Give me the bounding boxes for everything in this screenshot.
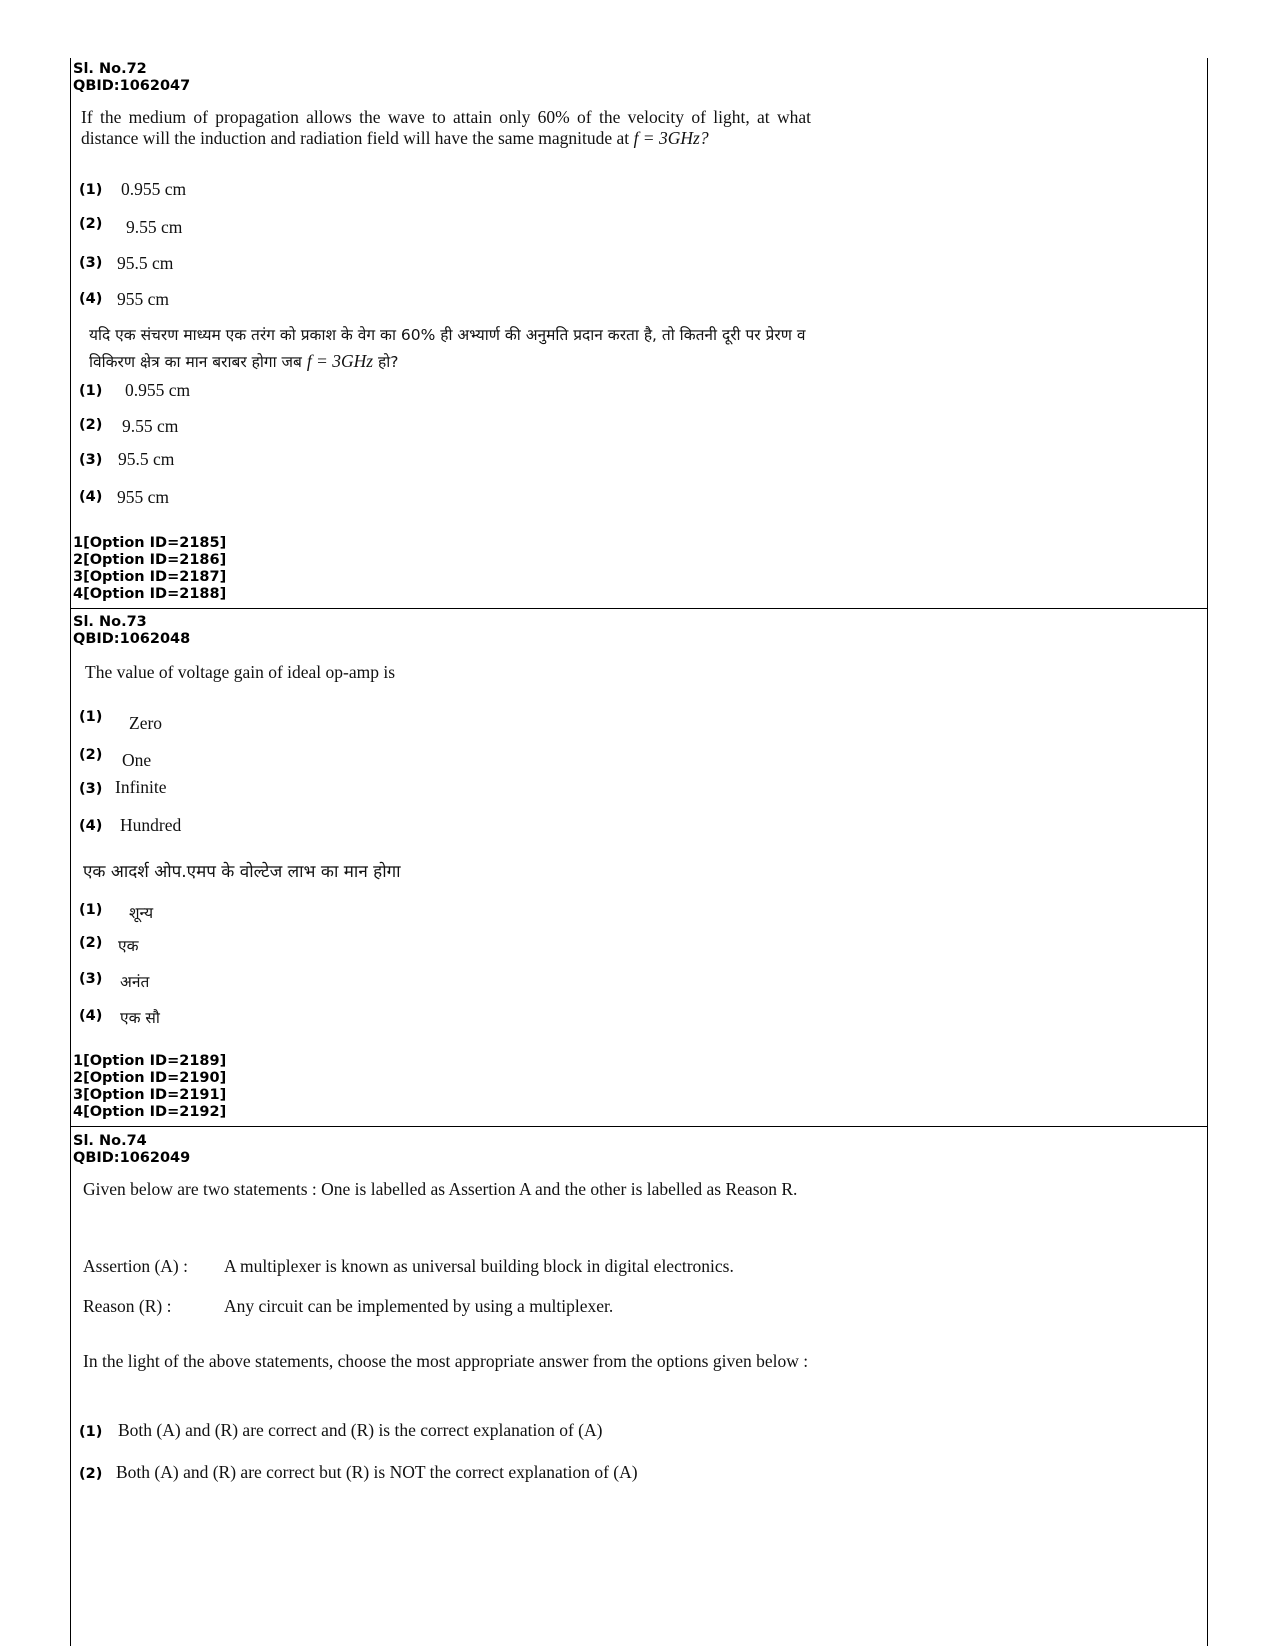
question-divider [71, 608, 1207, 609]
option-number: (4) [79, 489, 103, 505]
option-id: 1[Option ID=2185] [73, 535, 227, 551]
question-formula-hi: f = 3GHz [306, 351, 374, 371]
option-number: (2) [79, 216, 103, 232]
question-sheet [70, 58, 1208, 1646]
assertion-reason-intro: Given below are two statements : One is labelled as Assertion A and the other is labelled as Reason R. [83, 1179, 798, 1199]
option-text: 95.5 cm [117, 253, 174, 273]
option-id: 2[Option ID=2186] [73, 552, 227, 568]
option-id: 3[Option ID=2191] [73, 1087, 227, 1103]
reason-text: Any circuit can be implemented by using a multiplexer. [224, 1296, 614, 1316]
question-text-hi-body: विकिरण क्षेत्र का मान बराबर होगा जब [89, 353, 302, 371]
option-text: Hundred [120, 815, 182, 835]
option-number: (1) [79, 709, 103, 725]
option-text: अनंत [120, 973, 150, 991]
serial-number: Sl. No.74 [73, 1133, 147, 1149]
reason-label: Reason (R) : [83, 1296, 172, 1316]
option-number: (4) [79, 1008, 103, 1024]
serial-number: Sl. No.73 [73, 614, 147, 630]
option-text: 0.955 cm [125, 380, 191, 400]
option-number: (4) [79, 818, 103, 834]
option-text: Infinite [115, 777, 167, 797]
option-text: Both (A) and (R) are correct but (R) is NOT the correct explanation of (A) [116, 1462, 638, 1482]
option-number: (2) [79, 747, 103, 763]
option-text: Zero [129, 713, 163, 733]
option-number: (1) [79, 1424, 103, 1440]
option-number: (4) [79, 291, 103, 307]
option-id: 2[Option ID=2190] [73, 1070, 227, 1086]
option-id: 3[Option ID=2187] [73, 569, 227, 585]
option-text: Both (A) and (R) are correct and (R) is the correct explanation of (A) [118, 1420, 603, 1440]
option-text: एक [118, 937, 139, 955]
option-text: एक सौ [120, 1009, 160, 1027]
option-number: (1) [79, 182, 103, 198]
qbid: QBID:1062049 [73, 1150, 191, 1166]
question-divider [71, 1126, 1207, 1127]
assertion-label: Assertion (A) : [83, 1256, 188, 1276]
option-number: (2) [79, 1466, 103, 1482]
option-id: 1[Option ID=2189] [73, 1053, 227, 1069]
option-number: (3) [79, 255, 103, 271]
question-text-hi-cont [89, 348, 399, 376]
option-number: (1) [79, 383, 103, 399]
option-text: 9.55 cm [122, 416, 179, 436]
option-number: (1) [79, 902, 103, 918]
assertion-text: A multiplexer is known as universal building block in digital electronics. [224, 1256, 734, 1276]
option-number: (3) [79, 971, 103, 987]
question-text-en: The value of voltage gain of ideal op-amp is [85, 662, 396, 682]
option-text: 955 cm [117, 487, 170, 507]
question-instruction: In the light of the above statements, choose the most appropriate answer from the options given below : [83, 1351, 809, 1371]
serial-number: Sl. No.72 [73, 61, 147, 77]
option-number: (2) [79, 417, 103, 433]
question-text-hi: यदि एक संचरण माध्यम एक तरंग को प्रकाश के वेग का 60% ही अभ्यार्ण की अनुमति प्रदान करता है, तो कितनी दूरी पर प्रेरण व [89, 326, 806, 344]
question-text-hi-end: हो? [378, 353, 399, 371]
option-text: One [122, 750, 152, 770]
question-text-en [81, 107, 811, 149]
qbid: QBID:1062047 [73, 78, 191, 94]
question-formula: f = 3GHz? [633, 128, 709, 148]
option-text: शून्य [129, 904, 154, 922]
option-number: (3) [79, 452, 103, 468]
qbid: QBID:1062048 [73, 631, 191, 647]
option-number: (3) [79, 781, 103, 797]
question-text-hi: एक आदर्श ओप.एमप के वोल्टेज लाभ का मान होगा [83, 862, 401, 882]
option-text: 0.955 cm [121, 179, 187, 199]
option-id: 4[Option ID=2192] [73, 1104, 227, 1120]
option-text: 955 cm [117, 289, 170, 309]
question-text-en-body: If the medium of propagation allows the wave to attain only 60% of the velocity of light, at what distance will the induction and radiation field will have the same magnitude at [81, 107, 811, 148]
option-text: 95.5 cm [118, 449, 175, 469]
option-number: (2) [79, 935, 103, 951]
option-id: 4[Option ID=2188] [73, 586, 227, 602]
option-text: 9.55 cm [126, 217, 183, 237]
